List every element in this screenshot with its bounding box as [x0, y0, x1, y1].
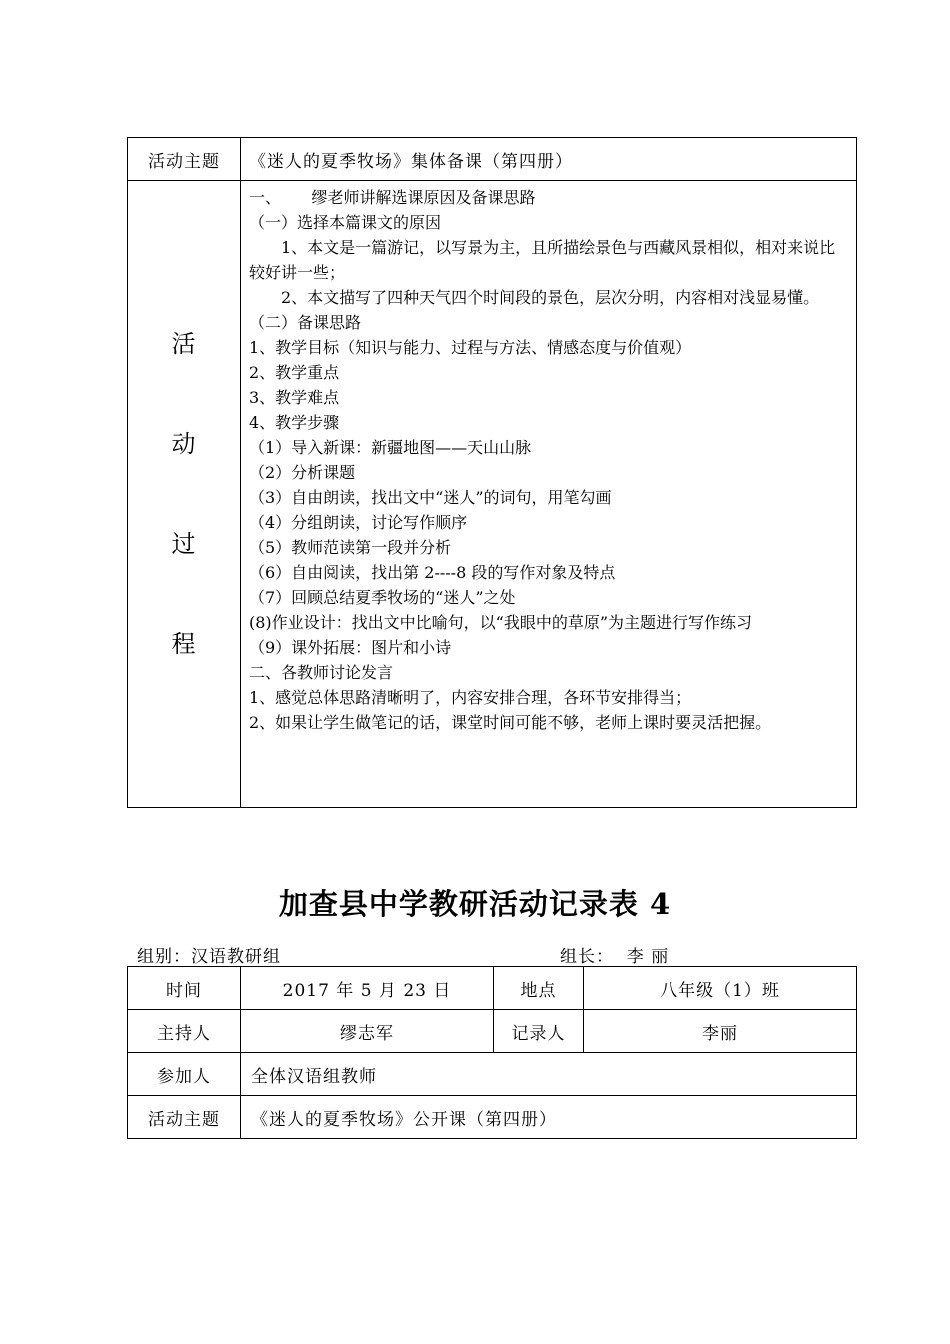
content-line: （3）自由朗读，找出文中“迷人”的词句，用笔勾画	[249, 488, 612, 507]
time-label: 时间	[128, 967, 241, 1010]
place-value: 八年级（1）班	[584, 967, 857, 1010]
record-table-4	[127, 966, 857, 1139]
process-char: 程	[171, 630, 197, 658]
process-content	[241, 181, 857, 808]
content-line: 一、 缪老师讲解选课原因及备课思路	[249, 188, 536, 207]
recorder-value: 李丽	[584, 1010, 857, 1053]
leader-info: 组长： 李 丽	[560, 947, 670, 967]
content-line: 1、感觉总体思路清晰明了，内容安排合理，各环节安排得当；	[249, 688, 692, 707]
host-label: 主持人	[128, 1010, 241, 1053]
content-line: （2）分析课题	[249, 463, 356, 482]
content-line: （5）教师范读第一段并分析	[249, 538, 452, 557]
content-line: （4）分组朗读，讨论写作顺序	[249, 513, 468, 532]
recorder-label: 记录人	[494, 1010, 584, 1053]
page-title: 加查县中学教研活动记录表 4	[278, 887, 672, 921]
content-line: （9）课外拓展：图片和小诗	[249, 638, 452, 657]
content-line: 4、教学步骤	[249, 413, 340, 432]
content-line: 2、本文描写了四种天气四个时间段的景色，层次分明，内容相对浅显易懂。	[281, 288, 820, 307]
topic-value: 《迷人的夏季牧场》集体备课（第四册）	[241, 138, 857, 181]
content-line: （一）选择本篇课文的原因	[249, 213, 442, 232]
host-value: 缪志军	[241, 1010, 494, 1053]
process-char: 动	[171, 430, 197, 458]
topic-label: 活动主题	[128, 138, 241, 181]
process-label	[128, 181, 241, 808]
time-value: 2017 年 5 月 23 日	[241, 967, 494, 1010]
process-char: 过	[171, 530, 197, 558]
content-line: 1、本文是一篇游记，以写景为主，且所描绘景色与西藏风景相似，相对来说比较好讲一些；	[249, 238, 836, 282]
content-line: 1、教学目标（知识与能力、过程与方法、情感态度与价值观）	[249, 338, 692, 357]
content-line: 3、教学难点	[249, 388, 340, 407]
topic-value-4: 《迷人的夏季牧场》公开课（第四册）	[241, 1096, 857, 1139]
process-char: 活	[171, 330, 197, 358]
content-line: 2、教学重点	[249, 363, 340, 382]
group-info: 组别：汉语教研组	[137, 947, 281, 967]
content-line: （6）自由阅读，找出第 2----8 段的写作对象及特点	[249, 563, 616, 582]
content-line: （7）回顾总结夏季牧场的“迷人”之处	[249, 588, 516, 607]
content-line: 2、如果让学生做笔记的话，课堂时间可能不够，老师上课时要灵活把握。	[249, 713, 772, 732]
content-line: （二）备课思路	[249, 313, 362, 332]
place-label: 地点	[494, 967, 584, 1010]
topic-label-4: 活动主题	[128, 1096, 241, 1139]
content-line: （1）导入新课：新疆地图——天山山脉	[249, 438, 532, 457]
content-line: (8)作业设计：找出文中比喻句，以“我眼中的草原”为主题进行写作练习	[249, 613, 753, 632]
content-line: 二、各教师讨论发言	[249, 663, 394, 682]
participants-label: 参加人	[128, 1053, 241, 1096]
participants-value: 全体汉语组教师	[241, 1053, 857, 1096]
record-table-3	[127, 137, 857, 808]
